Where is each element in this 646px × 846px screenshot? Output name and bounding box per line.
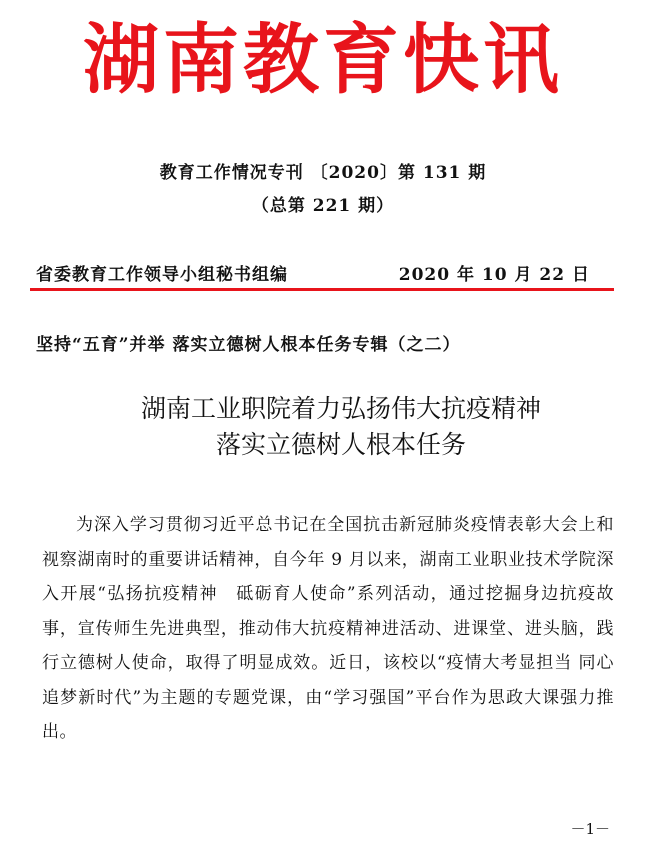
issue-total-number: （总第 221 期） <box>251 196 395 216</box>
article-body: 为深入学习贯彻习近平总书记在全国抗击新冠肺炎疫情表彰大会上和视察湖南时的重要讲话精神，自今年 9 月以来，湖南工业职业技术学院深入开展“弘扬抗疫精神 砥砺育人使命”系列活动，通过挖掘身边抗疫故事，宣传师生先进典型，推动伟大抗疫精神进活动、进课堂、进头脑，践行立德树人使命，取得了明显成效。近日，该校以“疫情大考显担当 同心追梦新时代”为主题的专题党课，由“学习强国”平台作为思政大课强力推出。 <box>42 515 614 742</box>
editor-name: 省委教育工作领导小组秘书组编 <box>36 265 288 285</box>
red-divider <box>30 288 614 291</box>
issue-number: 教育工作情况专刊 〔2020〕第 131 期 <box>159 163 487 183</box>
article-headline-line-2: 落实立德树人根本任务 <box>215 430 466 459</box>
column-title: 坚持“五育”并举 落实立德树人根本任务专辑（之二） <box>36 335 461 355</box>
masthead-title: 湖南教育快讯 <box>83 15 563 104</box>
article-headline-line-1: 湖南工业职院着力弘扬伟大抗疫精神 <box>140 394 541 423</box>
publish-date: 2020 年 10 月 22 日 <box>398 265 590 285</box>
page-number: －1－ <box>570 820 610 838</box>
